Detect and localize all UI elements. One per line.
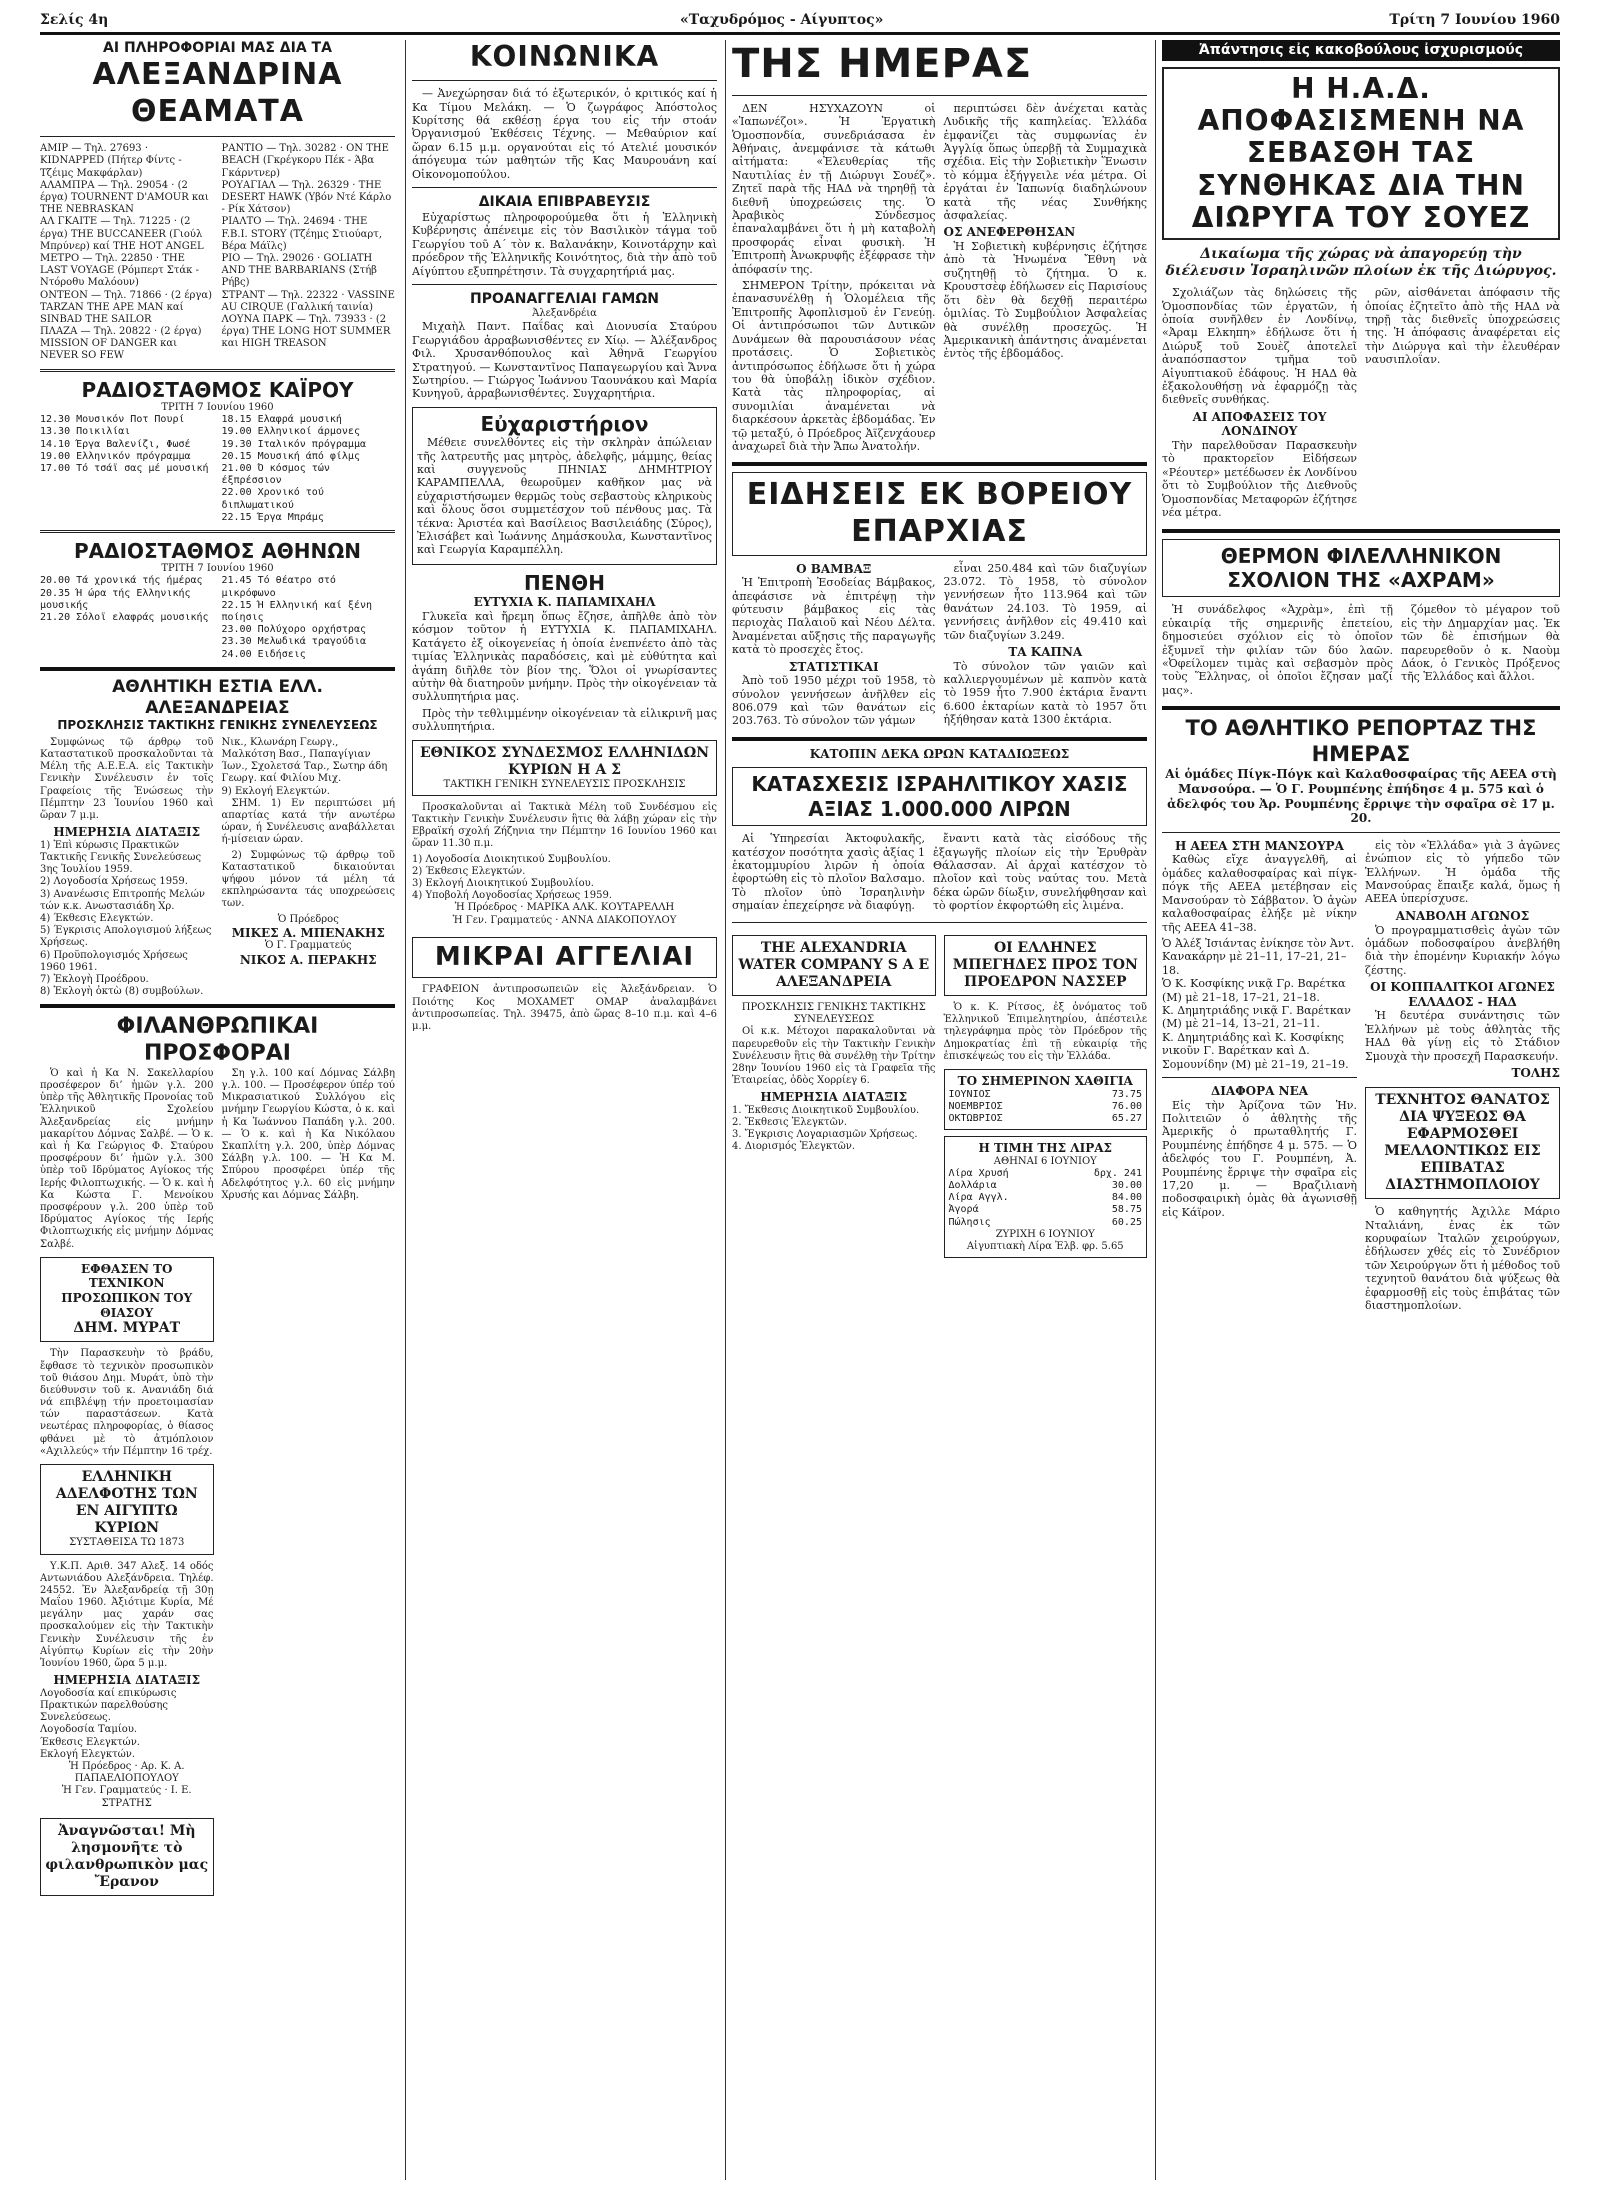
- pound-value: 60.25: [1111, 1216, 1142, 1228]
- engagements-body: Μιχαὴλ Παντ. Παΐδας καὶ Διονυσία Σταύρου Γεωργιάδου ἀρραβωνισθέντες εν Χίῳ. — Ἀλέξανδρος Φιλ. Χρυσανθόπουλος καὶ Ἀθηνᾶ Γεωργίου Στρατηγού. — Κωνσταντῖνος Παπαγεωργίου καὶ Ἄννα Σωτηρίου. — Γιώργος Ἰωάννου Ταουνάκου καὶ Μαρία Κυνηγοῦ, ἀρραβωνισθέντες. Συγχαρητήρια.: [412, 320, 717, 401]
- sports-section-body: εἰς τὸν «Ἑλλάδα» γιὰ 3 ἀγῶνες ἐνώπιον εἰς τὸ γήπεδο τῶν Ἑλλήνων. Ἡ ὁμάδα τῆς Μανσούρας ἔπαιξε καλά, ὅμως ἡ ΑΕΕΑ ὑπερίσχυσε.: [1365, 838, 1560, 906]
- murat-kicker: ΕΦΘΑΣΕΝ ΤΟ ΤΕΧΝΙΚΟΝ ΠΡΟΣΩΠΙΚΟΝ ΤΟΥ ΘΙΑΣΟΥ: [61, 1261, 193, 1320]
- radio-slot: 21.45 Τό θέατρο στό μικρόφωνο: [221, 575, 336, 599]
- cinema-entry: ΡΙΑΛΤΟ — Τηλ. 24694 · THE F.B.I. STORY (Τζέημς Στιούαρτ, Βέρα Μάϊλς): [221, 216, 383, 252]
- signer-name: Ἡ Πρόεδρος · Αρ. Κ. Α. ΠΑΠΑΕΛΙΟΠΟΥΛΟΥ: [68, 1760, 185, 1785]
- cinema-entry: ΑΜΙΡ — Τηλ. 27693 · KIDNAPPED (Πήτερ Φίντς - Τζέιμς Μακφάρλαν): [40, 143, 182, 179]
- cotton-price-row: [949, 1089, 1143, 1101]
- agenda-title: ΗΜΕΡΗΣΙΑ ΔΙΑΤΑΞΙΣ: [53, 1673, 201, 1688]
- pound-label: Λίρα Χρυσή: [948, 1167, 1009, 1179]
- death-body: Ὁ καθηγητής Ἀχιλλε Μάριο Νταλιάνη, ἐνας ἐκ τῶν κορυφαίων Ἰταλῶν χειρούργων, ἐδήλωσεν χθές εἰς τὸ Συνέδριον τῶν Χειρούργων ὅτι ἡ μέθοδος τοῦ τεχνητοῦ θανάτου διὰ ψύξεως θὰ ἐφαρμοσθῇ εἰς τοὺς ἐπιβάτας τῶν διαστημοπλοίων.: [1365, 1205, 1560, 1312]
- radio-slot: 20.15 Μουσική άπό φίλμς: [221, 450, 360, 462]
- ethnikos-body: Προσκαλοῦνται αἱ Τακτικὰ Μέλη τοῦ Συνδέσμου εἰς Τακτικὴν Γενικὴν Συνέλευσιν ἣτις θὰ λάβῃ χώραν εἰς τὴν Εβραϊκή σχολή Ζήζηνια την Πέμπτην 16 Ιουνίου 1960 και ὥραν 11.30 π.μ.: [412, 801, 717, 850]
- cinema-listings: [40, 143, 395, 362]
- theaters-title: ΑΛΕΞΑΝΔΡΙΝΑ ΘΕΑΜΑΤΑ: [92, 57, 343, 129]
- sports-result: Ὁ Ἀλέξ Ἰσιάντας ἐνίκησε τὸν Ἀντ. Κανακάρην μὲ 21–11, 17–21, 21–18.: [1162, 936, 1355, 977]
- signer-name: Ἡ Πρόεδρος · ΜΑΡΙΚΑ ΑΛΚ. ΚΟΥΤΑΡΕΛΛΗ: [454, 902, 675, 914]
- newspaper-name: «Ταχυδρόμος - Αίγυπτος»: [680, 12, 884, 28]
- misc-news-body: Εἰς τὴν Ἀρίζονα τῶν Ἡν. Πολιτειῶν ὁ ἀθλητὴς τῆς Ἀμερικῆς ὁ πρωταθλητής Γ. Ρουμπένης ἐπήδησε 4 μ. 575. — Ὁ ἀδελφός του Γ. Ρουμπένη, Ἀ. Ρουμπένης ἔρριψε τὴν σφαῖρα εἰς 17,20 μ. — Βραζιλιανὴ ποδοσφαιρικὴ ὁμὰς θὰ ἀγωνισθῇ εἰς Κάϊρον.: [1162, 1098, 1357, 1219]
- epi-body: Ἡ Σοβιετικὴ κυβέρνησις ἐζήτησε ἀπὸ τὰ Ἡνωμένα Ἔθνη νὰ συζητηθῇ τὸ ζήτημα. Ὁ κ. Κρουστσὲφ ἐδήλωσεν εἰς Παρισίους ὅτι δὲν θὰ δεχθῇ περαιτέρω ὁμιλίας. Τὸ Συμβούλιον Ἀσφαλείας θὰ συνέλθῃ προσεχῶς. Ἡ Ἀμερικανικὴ ἀπάντησις ἀναμένεται ἐντὸς τῆς ἑβδομάδος.: [943, 240, 1147, 361]
- seizure-kicker: ΚΑΤΟΠΙΝ ΔΕΚΑ ΩΡΩΝ ΚΑΤΑΔΙΩΞΕΩΣ: [809, 746, 1070, 761]
- radio-cairo-date: ΤΡΙΤΗ 7 Ιουνίου 1960: [161, 402, 274, 414]
- justice-title: ΔΙΚΑΙΑ ΕΠΙΒΡΑΒΕΥΣΙΣ: [478, 194, 651, 210]
- column-entertainment: [40, 40, 395, 2180]
- cotton-month: ΟΚΤΩΒΡΙΟΣ: [948, 1112, 1003, 1124]
- radio-slot: 21.20 Σόλοϊ ελαφράς μουσικής: [40, 612, 209, 624]
- agenda-item: 2) Λογοδοσία Χρήσεως 1959.: [40, 876, 188, 888]
- seizure-title: ΚΑΤΑΣΧΕΣΙΣ ΙΣΡΑΗΛΙΤΙΚΟΥ ΧΑΣΙΣ ΑΞΙΑΣ 1.000.000 ΛΙΡΩΝ: [751, 772, 1128, 821]
- death-title: ΤΕΧΝΗΤΟΣ ΘΑΝΑΤΟΣ ΔΙΑ ΨΥΞΕΩΣ ΘΑ ΕΦΑΡΜΟΣΘΕΙ ΜΕΛΛΟΝΤΙΚΩΣ ΕΙΣ ΕΠΙΒΑΤΑΣ ΔΙΑΣΤΗΜΟΠΛΟΙΟΥ: [1375, 1091, 1550, 1194]
- brotherhood-subtitle: ΣΥΣΤΑΘΕΙΣΑ ΤΩ 1873: [69, 1537, 185, 1549]
- agenda-item: Έκθεσις Ελεγκτών.: [40, 1736, 140, 1748]
- radio-slot: 22.15 Έργα Μπράμς: [221, 511, 324, 523]
- cotton-section-title: Ο ΒΑΜΒΑΞ: [796, 561, 872, 576]
- column-news: [732, 40, 1147, 2180]
- agenda-item: 1. Ἔκθεσις Διοικητικοῦ Συμβουλίου.: [732, 1104, 920, 1116]
- agenda-item: 7) Ἐκλογὴ Προέδρου.: [40, 973, 149, 985]
- sports-section-body: Ὁ προγραμματισθεὶς ἀγὼν τῶν ὁμάδων ποδοσφαίρου ἀνεβλήθη διὰ τὴν ἐπομένην Κυριακήν λόγω ζέστης.: [1365, 923, 1560, 977]
- column-rule: [405, 40, 406, 2180]
- social-body: — Ἀνεχώρησαν διά τό ἐξωτερικόν, ὁ κριτικός καί ἡ Κα Τίμου Μελάκη. — Ὁ ζωγράφος Ἀπόστολος Κυρίτσης θά εκθέσῃ έργα του εἰς τήν στοάν Ὀργανισμού Ἐκθέσεις Τέχνης. — Μεθαύριον καί ὥραν 6.15 μ.μ. οργανούται εἰς τό Ατελιέ μουσικόν άπόγευμα τών μαθητών τῆς Κας Μαυρουάνη καί Οἰκονομοπούλου.: [412, 87, 717, 181]
- pound-date: ΖΥΡΙΧΗ 6 ΙΟΥΝΙΟΥ: [995, 1228, 1095, 1240]
- signer-role: Ὁ Γ. Γραμματεύς: [264, 940, 352, 952]
- stats-title: ΣΤΑΤΙΣΤΙΚΑΙ: [788, 659, 879, 674]
- radio-slot: 19.00 Ελληνικοί άρμονες: [221, 426, 360, 438]
- radio-slot: 20.00 Τά χρονικά τής ήμέρας: [40, 575, 203, 587]
- thanks-title: Εὐχαριστήριον: [480, 411, 649, 436]
- signer-name: ΜΙΚΕΣ Α. ΜΠΕΝΑΚΗΣ: [231, 925, 385, 940]
- radio-slot: 19.30 Ιταλικόν πρόγραμμα: [221, 438, 366, 450]
- epi-title: ΟΣ ΑΝΕΦΕΡΘΗΣΑΝ: [943, 225, 1076, 240]
- radio-slot: 13.30 Ποικιλίαι: [40, 426, 131, 438]
- buyers-body: Ὁ κ. Κ. Ρίτσος, ἐξ ὀνόματος τοῦ Ἑλληνικοῦ Ἐπιμελητηρίου, ἀπέστειλε τηλεγράφημα πρὸς τὸν Πρόεδρον τῆς Δημοκρατίας ἐπὶ τῇ εὐκαιρίᾳ τῆς ἐπισκέψεώς του εἰς τὴν Ἑλλάδα.: [943, 1001, 1147, 1062]
- column-politics-sports: [1162, 40, 1560, 2180]
- theaters-kicker: ΑΙ ΠΛΗΡΟΦΟΡΙΑΙ ΜΑΣ ΔΙΑ ΤΑ: [103, 40, 332, 56]
- provinces-text: Ἡ Ἐπιτροπὴ Ἐσοδείας Βάμβακος, ἀπεφάσισε νὰ ἐπιτρέψῃ τὴν φύτευσιν βάμβακος εἰς τὰς περιοχὰς Παλαιοῦ καὶ Νέου Δέλτα. Ἀναμένεται αὔξησις τῆς παραγωγῆς κατὰ τὸ προσεχὲς ἔτος.: [732, 576, 936, 657]
- issue-date: Τρίτη 7 Ιουνίου 1960: [1389, 12, 1560, 28]
- murat-body: Τὴν Παρασκευὴν τὸ βράδυ, ἔφθασε τὸ τεχνικὸν προσωπικὸν τοῦ θιάσου Δημ. Μυράτ, ὑπὸ τὴν διεύθυνσιν τοῦ κ. Ανανιάδη διά νά επιβλέψῃ τήν προετοιμασίαν τών παραστάσεων. Κατὰ νεωτέρας πληροφορίας, ὁ θίασος φθάνει μὲ τὸ ἀτμόπλοιον «Αχιλλεύς» τήν Πέμπτην 16 τρέχ.: [40, 1348, 214, 1457]
- sports-result: Ὁ Κ. Κοσφίκης νικᾷ Γρ. Βαρέτκα (Μ) μὲ 21–18, 17–21, 21–18.: [1162, 977, 1346, 1004]
- athletic-title: ΑΘΛΗΤΙΚΗ ΕΣΤΙΑ ΕΛΛ. ΑΛΕΞΑΝΔΡΕΙΑΣ: [112, 676, 323, 718]
- day-title: ΤΗΣ ΗΜΕΡΑΣ: [732, 41, 1033, 87]
- sports-section-title: ΟΙ ΚΟΠΠΑΛΙΤΚΟΙ ΑΓΩΝΕΣ ΕΛΛΑΔΟΣ - ΗΑΔ: [1370, 980, 1555, 1009]
- agenda-item: 3. Ἔγκρισις Λογαριασμῶν Χρήσεως.: [732, 1129, 918, 1141]
- radio-slot: 23.30 Μελωδικά τραγούδια: [221, 636, 366, 648]
- agenda-item: Νικ., Κλωνάρη Γεωργ., Μαλκότση Βασ., Παπαγίγιαν Ίων., Σχολετσά Ταρ., Σωτηρ άδη Γεωργ. καί Φιλίου Μιχ.: [221, 736, 388, 785]
- pound-label: Λίρα Αγγλ.: [948, 1192, 1009, 1204]
- cinema-entry: ΟΝΤΕΟΝ — Τηλ. 71866 · (2 έργα) TARZAN THE APE MAN καί SINBAD THE SAILOR: [40, 289, 213, 325]
- cotton-price: 65.27: [1111, 1112, 1142, 1124]
- cinema-entry: ΣΤΡΑΝΤ — Τηλ. 22322 · VASSINE AU CIRQUE (Γαλλική ταινία): [221, 289, 395, 313]
- cotton-price: 76.00: [1111, 1100, 1142, 1112]
- signer-name: ΝΙΚΟΣ Α. ΠΕΡΑΚΗΣ: [239, 952, 377, 967]
- radio-slot: 19.00 Ελληνικόν πρόγραμμα: [40, 450, 191, 462]
- radio-athens-date: ΤΡΙΤΗ 7 Ιουνίου 1960: [161, 563, 274, 575]
- pound-value: 84.00: [1111, 1192, 1142, 1204]
- murat-title: ΔΗΜ. ΜΥΡΑΤ: [73, 1320, 181, 1337]
- tobacco-title: ΤΑ ΚΑΠΝΑ: [1008, 644, 1083, 659]
- cotton-price-title: ΤΟ ΣΗΜΕΡΙΝΟΝ ΧΑΘΙΓΙΑ: [957, 1073, 1133, 1088]
- radio-athens-schedule: [40, 575, 395, 660]
- mourning-title: ΠΕΝΘΗ: [524, 570, 605, 595]
- cotton-month: ΝΟΕΜΒΡΙΟΣ: [948, 1100, 1003, 1112]
- agenda-item: Λογοδοσία Ταμίου.: [40, 1724, 138, 1736]
- page-number: Σελίς 4η: [40, 12, 109, 28]
- day-text: περιπτώσει δὲν ἀνέχεται κατὰς Λυδικῆς τῆς καπηλείας. Ἑλλάδα ἐμφανίζει τὰς συμφωνίας ἐν Ἀγγλίᾳ ὅπως ὑπερβῇ τὰ Συμμαχικὰ σχέδια. Εἰς τὴν Σοβιετικὴν Ἕνωσιν τὸ κόμμα ἐξήγγειλε νέα μέτρα. Οἱ ἐργάται ἐν Ἰαπωνίᾳ διαδηλώνουν κατὰ τῆς νέας Συνθήκης ἀσφαλείας.: [943, 101, 1147, 223]
- buyers-title: ΟΙ ΕΛΛΗΝΕΣ ΜΠΕΓΗΔΕΣ ΠΡΟΣ ΤΟΝ ΠΡΟΕΔΡΟΝ ΝΑΣΣΕΡ: [952, 939, 1138, 990]
- agenda-title: ΗΜΕΡΗΣΙΑ ΔΙΑΤΑΞΙΣ: [53, 825, 201, 840]
- main-headline: Η Η.Α.Δ. ΑΠΟΦΑΣΙΣΜΕΝΗ ΝΑ ΣΕΒΑΣΘΗ ΤΑΣ ΣΥΝΘΗΚΑΣ ΔΙΑ ΤΗΝ ΔΙΩΡΥΓΑ ΤΟΥ ΣΟΥΕΖ: [1191, 72, 1531, 234]
- agenda-item: 1) Ἐπὶ κύρωσις Πρακτικῶν Τακτικῆς Γενικῆς Συνελεύσεως 3ης Ἰουλίου 1959.: [40, 839, 202, 876]
- page-header: [40, 8, 1560, 35]
- hot-comment-text: ζόμεθον τὸ μέγαρον τοῦ εἰς τὴν Δημαρχίαν μας. Ἐκ τῶν δὲ ἐπισήμων θὰ παρευρεθοῦν ὁ κ. Ναοὺμ Δάοκ, ὁ Γενικὸς Πρόξενος τῆς Ἑλλάδος καὶ ἄλλοι.: [1401, 603, 1560, 684]
- cotton-price-row: [949, 1113, 1143, 1125]
- agenda-item: 1) Λογοδοσία Διοικητικού Συμβουλίου.: [412, 853, 611, 865]
- cinema-entry: ΡΑΝΤΙΟ — Τηλ. 30282 · ON THE BEACH (Γκρέγκορυ Πέκ - Άβα Γκάρντνερ): [221, 143, 389, 179]
- sports-section-body: Ἡ δευτέρα συνάντησις τῶν Ἑλλήνων μὲ τοὺς ἀθλητὰς τῆς ΗΑΔ θὰ γίνῃ εἰς τὸ Στάδιον Σμουχὰ τὴν προσεχῆ Παρασκευήν.: [1365, 1009, 1560, 1063]
- mourning-name: ΕΥΤΥΧΙΑ Κ. ΠΑΠΑΜΙΧΑΗΛ: [473, 595, 656, 610]
- column-rule: [725, 40, 726, 2180]
- agenda-item: 6) Προϋπολογισμός Χρήσεως 1960 1961.: [40, 949, 188, 973]
- charity-title: ΦΙΛΑΝΘΡΩΠΙΚΑΙ ΠΡΟΣΦΟΡΑΙ: [116, 1014, 319, 1067]
- agenda-item: 8) Ἐκλογὴ ὀκτὼ (8) συμβούλων.: [40, 986, 204, 998]
- water-company-title: THE ALEXANDRIA WATER COMPANY S A E ΑΛΕΞΑΝΔΡΕΙΑ: [738, 939, 930, 990]
- agenda-item: 5) Έγκρισις Απολογισμού λήξεως Χρήσεως.: [40, 925, 212, 949]
- radio-cairo-schedule: [40, 414, 395, 524]
- sports-title: ΤΟ ΑΘΛΗΤΙΚΟ ΡΕΠΟΡΤΑΖ ΤΗΣ ΗΜΕΡΑΣ: [1185, 716, 1537, 766]
- athletic-body: Συμφώνως τῷ άρθρῳ τοῦ Καταστατικοῦ προσκαλοῦνται τὰ Μέλη τῆς Α.Ε.Ε.Α. εἰς Τακτικὴν Γενικὴν Συνέλευσιν ἐν τοῖς Γραφείοις τῆς Ἑνώσεως τὴν Πέμπτην 23 Ἰουνίου 1960 καὶ ὥραν 7 μ.μ.: [40, 736, 214, 822]
- provinces-text: εἶναι 250.484 καὶ τῶν διαζυγίων 23.072. Τὸ 1958, τὸ σύνολον γεννήσεων ἦτο 113.964 καὶ τῶν θανάτων 24.103. Τὸ 1959, αἱ γεννήσεις ἀνῆλθον εἰς 49.410 καὶ τῶν διαζυγίων 3.249.: [943, 561, 1147, 642]
- cinema-entry: ΡΙΟ — Τηλ. 29026 · GOLIATH AND THE BARBARIANS (Στήβ Ρήβς): [221, 252, 377, 289]
- agenda-note: ΣΗΜ. 1) Εν περιπτώσει μή απαρτίας κατά τήν ανωτέρω ώραν, ή Συνέλευσις αναβάλλεται ή-μίσειαν ώραν.: [221, 797, 395, 846]
- cinema-entry: ΜΕΤΡΟ — Τηλ. 22850 · THE LAST VOYAGE (Ρόμπερτ Στάκ - Ντόροθυ Μαλόουν): [40, 252, 199, 289]
- hot-comment-text: Ἡ συνάδελφος «Ἀχρὰμ», ἐπὶ τῇ εὐκαιρίᾳ τῆς σημερινῆς ἐπετείου, δημοσιεύει σχόλιον εἰς τὸ ὁποῖον ἐξυμνεῖ τὴν φιλίαν τῶν δύο λαῶν. «Ὀφείλομεν τιμὰς καὶ σεβασμὸν πρὸς τοὺς Ἕλληνας, οἱ ὁποῖοι ἔζησαν μαζί μας».: [1162, 603, 1393, 697]
- pound-value: 58.75: [1111, 1204, 1142, 1216]
- seizure-text: Αἱ Ὑπηρεσίαι Ἀκτοφυλακῆς, κατέσχον ποσότητα χασὶς ἀξίας 1 ἑκατομμυρίου λιρῶν ἡ ὁποία ἐφορτώθη εἰς τὸ πλοῖον Βαλσαμο. Τὸ πλοῖον ὑπὸ Ἰσραηλινὴν σημαίαν ἐπεχείρησε νὰ διαφύγῃ.: [732, 832, 925, 913]
- classifieds-title: ΜΙΚΡΑΙ ΑΓΓΕΛΙΑΙ: [434, 941, 695, 972]
- day-text: ΔΕΝ ΗΣΥΧΑΖΟΥΝ οἱ «Ἱαπωνέζοι». Ἡ Ἐργατικὴ Ὁμοσπονδία, συνεδριάσασα ἐν Ἀθήναις, ἀνεμφάνισε τὰ κάτωθι αἰτήματα: «Ἐλευθερίας τῆς Ναυτιλίας ἐν τῇ Διώρυγι Σουέζ». Ζητεῖ παρὰ τῆς ΗΑΔ νὰ τηρηθῇ τὰ διεθνῆ ὑποχρεώσεις της. Ὁ Ἀραβικὸς Σύνδεσμος ἐπαναλαμβάνει ὅτι ἡ μὴ καταβολὴ προσφοράς εἶναι φυσικὴ. Ἡ Ἐπιτροπὴ Ἀνωκρυφῆς ἐξέφρασε τὴν ἀπόφασίν της.: [732, 101, 936, 276]
- cinema-entry: ΑΛ ΓΚΑΙΤΕ — Τηλ. 71225 · (2 έργα) THE BUCCANEER (Γιούλ Μπρύνερ) καί THE HOT ANGEL: [40, 216, 204, 252]
- provinces-title: ΕΙΔΗΣΕΙΣ ΕΚ ΒΟΡΕΙΟΥ ΕΠΑΡΧΙΑΣ: [746, 477, 1133, 549]
- stats-body: Ἀπὸ τοῦ 1950 μέχρι τοῦ 1958, τὸ σύνολον γεννήσεων ἀνῆλθεν εἰς 806.079 καὶ τῶν θανάτων εἰς 203.763. Τὸ σύνολον τῶν γάμων: [732, 674, 936, 728]
- hot-comment-title: ΘΕΡΜΟΝ ΦΙΛΕΛΛΗΝΙΚΟΝ ΣΧΟΛΙΟΝ ΤΗΣ «ΑΧΡΑΜ»: [1220, 543, 1502, 592]
- agenda-item: 3) Εκλογή Διοικητικού Συμβουλίου.: [412, 878, 594, 889]
- agenda-item: 4) Έκθεσις Ελεγκτών.: [40, 912, 154, 924]
- agenda-item: Εκλογή Ελεγκτών.: [40, 1748, 136, 1760]
- cotton-month: ΙΟΥΝΙΟΣ: [948, 1088, 991, 1100]
- thanks-body: Μέθειε συνελθόντες εἰς τὴν σκληρὰν ἀπώλειαν τῆς λατρευτῆς μας μητρὸς, ἀδελφῆς, μάμμης, θείας καὶ συγγενοῦς ΠΗΝΙΑΣ ΔΗΜΗΤΡΙΟΥ ΚΑΡΑΜΠΕΛΛΑ, θεωροῦμεν καθῆκον μας νὰ εὐχαριστήσωμεν θερμῶς τοὺς σεβαστοὺς κληρικοὺς καὶ ὅλους ὅσοι συμμετέσχον τοῦ πένθους μας. Τὰ τέκνα: Ἀριστέα καὶ Βασίλειος Βασιλειάδης (Σύρος), Ἐλισάβετ καὶ Ἰωάννης Δημάσκουλα, Κωνσταντῖνος καὶ Γεωργία Καραμπέλλη.: [417, 436, 712, 557]
- cotton-price: 73.75: [1111, 1088, 1142, 1100]
- agenda-item: 9) Εκλογή Ελεγκτών.: [221, 785, 330, 797]
- signer-name: Ἡ Γεν. Γραμματεύς · Ι. Ε. ΣΤΡΑΤΗΣ: [61, 1785, 192, 1809]
- agenda-item: 2. Ἔκθεσις Ἐλεγκτῶν.: [732, 1117, 847, 1129]
- social-title: ΚΟΙΝΩΝΙΚΑ: [469, 40, 660, 73]
- signer-name: Ἡ Γεν. Γραμματεύς · ΑΝΝΑ ΔΙΑΚΟΠΟΥΛΟΥ: [452, 914, 677, 926]
- cinema-entry: ΑΛΑΜΠΡΑ — Τηλ. 29054 · (2 έργα) TOURNENT D'AMOUR και THE NEBRASKAN: [40, 179, 209, 216]
- sports-section-title: ΑΝΑΒΟΛΗ ΑΓΩΝΟΣ: [1395, 908, 1530, 923]
- classifieds-body: ΓΡΑΦΕΙΟΝ ἀντιπροσωπειῶν εἰς Ἀλεξάνδρειαν. Ὁ Ποιότης Κος ΜΟΧΑΜΕΤ ΟΜΑΡ ἀναλαμβάνει ἀντιπροσωπείας. Τηλ. 39475, ἀπὸ ὥρας 8–10 π.μ. καὶ 4–6 μ.μ.: [412, 984, 717, 1033]
- pound-value: δρχ. 241: [1093, 1167, 1142, 1179]
- radio-slot: 24.00 Ειδήσεις: [221, 648, 306, 660]
- radio-slot: 22.00 Χρονικό τού διπλωματικού: [221, 487, 324, 511]
- radio-athens-title: ΡΑΔΙΟΣΤΑΘΜΟΣ ΑΘΗΝΩΝ: [73, 538, 362, 563]
- cinema-entry: ΛΟΥΝΑ ΠΑΡΚ — Τηλ. 73933 · (2 έργα) THE LONG HOT SUMMER και HIGH TREASON: [221, 313, 391, 350]
- agenda-item: Λογοδοσία καί επικύρωσις Πρακτικών παρελθούσης Συνελεύσεως.: [40, 1687, 177, 1724]
- charity-text: Ὁ καὶ ἡ Κα Ν. Σακελλαρίου προσέφερον δι’ ἡμῶν γ.λ. 200 ὑπὲρ τῆς Ἀθλητικῆς Προνοίας τοῦ Ἑλληνικοῦ Σχολείου Ἀλεξανδρείας εἰς μνήμην μακαρίτου Δόμνας Σαλβέ. — Ὁ κ. καὶ ἡ Κα Γεώργιος Φ. Σταύρου προσφέρουν δι’ ἡμῶν γ.λ. 300 ὑπὲρ τοῦ Ιδρύματος Αγίοκος τής Ιερής Φιλοπτωχικής. — Ὁ κ. καὶ ἡ Κα Κώστα Γ. Μενοίκου προσφέρουν γ.λ. 200 ὑπὲρ τοῦ Ιδρύματος Αγίοκος τής Ιερής Φιλοπτωχικής εἰς μνήμην Δόμνας Σαλβέ.: [40, 1067, 214, 1250]
- charity-reminder: Ἀναγνῶσται! Μὴ λησμονῆτε τὸ φιλανθρωπικὸν μας Ἔρανον: [40, 1818, 214, 1896]
- cinema-entry: ΡΟΥΑΓΙΑΛ — Τηλ. 26329 · THE DESERT HAWK (Υβόν Ντέ Κάρλο - Ρίκ Χάτσον): [221, 179, 392, 216]
- sports-section-title: Η ΑΕΕΑ ΣΤΗ ΜΑΝΣΟΥΡΑ: [1175, 838, 1344, 853]
- answer-title: Ἀπάντησις εἰς κακοβούλους ἰσχυρισμούς: [1162, 40, 1560, 61]
- ethnikos-title: ΕΘΝΙΚΟΣ ΣΥΝΔΕΣΜΟΣ ΕΛΛΗΝΙΔΩΝ ΚΥΡΙΩΝ Η Α Σ: [419, 744, 710, 778]
- murat-box: [40, 1257, 214, 1343]
- radio-slot: 18.15 Ελαφρά μουσική: [221, 414, 342, 426]
- charity-text: Ση γ.λ. 100 καί Δόμνας Σάλβη γ.λ. 100. — Προσέφερον ύπέρ τού Μικρασιατικού Συλλόγου εἰς μνήμην Γεωργίου Κώστα, ὁ κ. καὶ ἡ Κα Ἰωάννου Παπάδη γ.λ. 200. — Ὁ κ. καὶ ἡ Κα Νικόλαου Σκαπλίτη γ.λ. 200, ὑπὲρ Δόμνας Σάλβη γ.λ. 100. — Ἡ Κα Μ. Σπύρου προσφέρει ὑπέρ τῆς Αδελφότητος γ.λ. 60 εἰς μνήμην Χρυσής και Δόμνας Σάλβη.: [221, 1067, 395, 1201]
- engagements-title: ΠΡΟΑΝΑΓΓΕΛΙΑΙ ΓΑΜΩΝ: [470, 291, 659, 308]
- mourning-body: Γλυκεῖα καὶ ἤρεμη ὅπως ἔζησε, ἀπῆλθε ἀπὸ τὸν κόσμον τοῦτον ἡ ΕΥΤΥΧΙΑ Κ. ΠΑΠΑΜΙΧΑΗΛ. Κατάγετο ἐξ οἰκογενείας ἡ ὁποία ἐνεπνέετο ἀπὸ τὰς τιμίας Ἑλληνικὰς παραδόσεις, καὶ μὲ εὐθύτητα καὶ ἀγάπη διῆλθε τὸν βίον της. Ὅλοι οἱ γνωρίσαντες αὐτὴν θὰ διατηροῦν μνήμην. Πρὸς τὴν οἰκογένειαν τὰ συλλυπητήρια μας.: [412, 609, 717, 704]
- cotton-price-row: [949, 1101, 1143, 1113]
- seizure-text: ἔναντι κατὰ τὰς εἰσόδους τῆς ἐξαγωγῆς πλοίων εἰς τὴν Ἐρυθρὰν Θάλασσαν. Αἱ ἀρχαὶ κατέσχον τὸ πλοῖον καὶ τοὺς ναύτας του. Μετὰ δέκα ὡρῶν δίωξιν, συνελήφθησαν καὶ τὸ φορτίον ἐκφορτώθη εἰς λιμένα.: [932, 832, 1147, 913]
- london-title: ΑΙ ΑΠΟΦΑΣΕΙΣ ΤΟΥ ΛΟΝΔΙΝΟΥ: [1192, 409, 1327, 439]
- brotherhood-body: Υ.Κ.Π. Αριθ. 347 Αλεξ. 14 οδός Αντωνιάδου Αλεξάνδρεια. Τηλέφ. 24552. Ἐν Ἀλεξανδρείᾳ τῇ 30ῃ Μαΐου 1960. Ἀξιότιμε Κυρία, Μέ μεγάλην μας χαράν σας προσκαλούμεν εἰς τὴν Τακτικὴν Γενικὴν Συνέλευσιν τῆς ἐν Αἰγύπτῳ Κυρίων εἰς τὴν 20ὴν Ἰουνίου 1960, ὥρα 5 μ.μ.: [40, 1560, 214, 1669]
- radio-slot: 17.00 Τό τσάϊ σας μέ μουσική: [40, 462, 209, 474]
- justice-body: Εὐχαρίστως πληροφορούμεθα ὅτι ἡ Ἑλληνικὴ Κυβέρνησις ἀπένειμε εἰς τὸν Βασιλικὸν τάγμα τοῦ Γεωργίου τοῦ Α΄ τὸν κ. Βαλανάκην, Κοινοτάρχην καὶ πρόεδρον τῆς Ἑλληνικῆς Κοινότητος, διὰ τὴν ἀπὸ τοῦ Αίγύπτου εξυπηρέτησιν. Τὰ συγχαρητήριά μας.: [412, 211, 717, 278]
- signer-role: Ὁ Πρόεδρος: [277, 913, 339, 925]
- column-rule: [1155, 40, 1156, 2180]
- pound-footer: Αἰγυπτιακὴ Λίρα Ἐλβ. φρ. 5.65: [966, 1241, 1124, 1252]
- brotherhood-title: ΕΛΛΗΝΙΚΗ ΑΔΕΛΦΟΤΗΣ ΤΩΝ ΕΝ ΑΙΓΥΠΤΩ ΚΥΡΙΩΝ: [55, 1469, 198, 1537]
- engagements-subtitle: Ἀλεξανδρέια: [532, 308, 597, 320]
- misc-news-title: ΔΙΑΦΟΡΑ ΝΕΑ: [1210, 1083, 1309, 1098]
- agenda-title: ΗΜΕΡΗΣΙΑ ΔΙΑΤΑΞΙΣ: [760, 1090, 908, 1105]
- agenda-item: 3) Ανανέωσις Επιτροπής Μελών τών κ.κ. Ανωστασιάδη Χρ.: [40, 888, 205, 912]
- mourning-note: Πρὸς τὴν τεθλιμμένην οἰκογένειαν τὰ εἰλικρινῆ μας συλλυπητήρια.: [412, 706, 717, 734]
- radio-slot: 23.00 Πολύχορο ορχήστρας: [221, 624, 366, 636]
- pound-label: Δολλάρια: [948, 1180, 997, 1192]
- pound-title: Η ΤΙΜΗ ΤΗΣ ΛΙΡΑΣ: [978, 1141, 1113, 1156]
- sports-author: ΤΟΛΗΣ: [1511, 1066, 1560, 1081]
- agenda-item: 4) Υποβολή Λογοδοσίας Χρήσεως 1959.: [412, 890, 613, 902]
- pound-value: 30.00: [1111, 1180, 1142, 1192]
- ethnikos-subtitle: ΤΑΚΤΙΚΗ ΓΕΝΙΚΗ ΣΥΝΕΛΕΥΣΙΣ ΠΡΟΣΚΛΗΣΙΣ: [443, 778, 686, 790]
- sports-subtitle: Αἱ ὁμάδες Πίγκ-Πόγκ καὶ Καλαθοσφαίρας τῆς ΑΕΕΑ στὴ Μανσούρα. — Ὁ Γ. Ρουμπένης ἐπήδησε 4 μ. 575 καὶ ὁ ἀδελφός του Ἀρ. Ρουμπένης ἔρριψε τὴν σφαῖρα σὲ 17 μ. 20.: [1165, 767, 1557, 826]
- main-text: Σχολιάζων τὰς δηλώσεις τῆς Ὁμοσπονδίας τῶν ἐργατῶν, ἡ ὁποία συνῆλθεν ἐν Λονδίνῳ, «Ἀραμ Ελκηπη» ἐδήλωσε ὅτι ἡ Διώρυξ τοῦ Σουὲζ ἀποτελεῖ ἀναπόσπαστον τμῆμα τοῦ Αἰγυπτιακοῦ ἐδάφους. Ἡ ΗΑΔ θὰ ἐξακολουθήσῃ νὰ ἐφαρμόζῃ τὰς διεθνεῖς συνθήκας.: [1162, 286, 1357, 407]
- radio-slot: 21.00 Ό κόσμος τών έξπρέσσιον: [221, 462, 330, 487]
- radio-slot: 22.15 Ή Ελληνική καί ξένη ποίησις: [221, 599, 373, 624]
- water-company-body: Οἱ κ.κ. Μέτοχοι παρακαλοῦνται νὰ παρευρεθοῦν εἰς τὴν Τακτικὴν Γενικὴν Συνέλευσιν ἣτις θὰ συνέλθῃ τὴν Τρίτην 28ην Ἰουνίου 1960 εἰς τὰ Γραφεῖα τῆς Ἑταιρείας, ὁδὸς Χορρίεγ 6.: [732, 1026, 936, 1087]
- agenda-note: 2) Συμφώνως τῷ άρθρῳ τοῦ Καταστατικοῦ δικαιούνται ψήφου μόνον τά μέλη τά εκπληρώσαντα τάς υποχρεώσεις των.: [221, 849, 395, 910]
- radio-slot: 12.30 Μουσικόν Ποτ Πουρί: [40, 414, 185, 426]
- sports-result: Κ. Δημητριάδης καὶ Κ. Κοσφίκης νικοῦν Γ. Βαρέτκαν καὶ Δ. Σομουνίδην (Μ) μὲ 21–19, 21–19.: [1162, 1030, 1349, 1071]
- radio-slot: 14.10 Έργα Βαλενίζι, Φωσέ: [40, 438, 191, 450]
- athletic-subtitle: ΠΡΟΣΚΛΗΣΙΣ ΤΑΚΤΙΚΗΣ ΓΕΝΙΚΗΣ ΣΥΝΕΛΕΥΣΕΩΣ: [57, 718, 378, 733]
- tobacco-body: Τὸ σύνολον τῶν γαιῶν καὶ καλλιεργουμένων μὲ καπνὸν κατὰ τὸ 1959 ἦτο 7.900 ἐκτάρια ἔναντι 6.600 ἐκταρίων κατὰ τὸ 1957 ὅτι ἠξήθησαν κατὰ 1300 ἐκτάρια.: [943, 659, 1147, 727]
- agenda-item: 2) Έκθεσις Ελεγκτών.: [412, 865, 526, 877]
- water-company-subtitle: ΠΡΟΣΚΛΗΣΙΣ ΓΕΝΙΚΗΣ ΤΑΚΤΙΚΗΣ ΣΥΝΕΛΕΥΣΕΩΣ: [741, 1001, 926, 1026]
- london-body: Τὴν παρελθοῦσαν Παρασκευὴν τὸ πρακτορεῖον Εἰδήσεων «Ρέουτερ» μετέδωσεν ἐκ Λονδίνου ὅτι τὸ Συμβούλιον τῆς Διεθνοῦς Ὁμοσπονδίας Μεταφορῶν ἐζήτησε νέα μέτρα.: [1162, 439, 1357, 520]
- pound-label: Πώλησις: [948, 1216, 991, 1228]
- main-text: ρῶν, αἰσθάνεται ἀπόφασιν τῆς ὁποίας ἐζητεῖτο ἀπὸ τῆς ΗΑΔ νὰ τηρῇ τὰς διεθνεῖς ὑποχρεώσεις της. Ἡ ἀπόφασις ἀναφέρεται εἰς τὴν Διώρυγα καὶ τὴν ἐλευθέραν ναυσιπλοΐαν.: [1365, 286, 1560, 367]
- pound-label: Ἀγορά: [948, 1204, 979, 1216]
- sports-result: Κ. Δημητριάδης νικᾷ Γ. Βαρέτκαν (Μ) μὲ 21–14, 13–21, 21–11.: [1162, 1003, 1351, 1031]
- sports-section-body: Καθὼς εἴχε ἀναγγελθῆ, αἱ ὁμάδες καλαθοσφαίρας καὶ πίγκ-πόγκ τῆς ΑΕΕΑ μετέβησαν εἰς Μανσούραν τὸ Σάββατον. Ὁ ἀγὼν καλαθοσφαίρας ἐλήξε μὲ νίκην τῆς ΑΕΕΑ 41–38.: [1162, 853, 1357, 934]
- pound-date: ΑΘΗΝΑΙ 6 ΙΟΥΝΙΟΥ: [993, 1155, 1097, 1167]
- day-text-2: ΣΗΜΕΡΟΝ Τρίτην, πρόκειται νὰ ἐπανασυνέλθῃ ἡ Ὁλομέλεια τῆς Ἐπιτροπῆς Ἀφοπλισμοῦ ἐν Γενεύῃ. Οἱ ἀντιπρόσωποι τῶν Δυτικῶν Δυνάμεων θὰ παρουσιάσουν νέας προτάσεις. Ὁ Σοβιετικὸς ἀντιπρόσωπος ἐδήλωσε ὅτι ἡ χώρα του θὰ ὑποβάλῃ ἰδικὸν σχέδιον. Κατὰ τὰς πληροφορίας, αἱ συνομιλίαι ἀναμένεται νὰ διαρκέσουν ἀρκετὰς ἑβδομάδας. Ἐν τῷ μεταξύ, ὁ Πρόεδρος Ἀϊζενχάουερ ἀναχωρεῖ διὰ τὴν Ἄπω Ἀνατολήν.: [732, 279, 936, 453]
- main-subheadline: Δικαίωμα τῆς χώρας νὰ ἀπαγορεύῃ τὴν διέλευσιν Ἰσραηλινῶν πλοίων ἐκ τῆς Διώρυγος.: [1165, 246, 1557, 280]
- radio-cairo-title: ΡΑΔΙΟΣΤΑΘΜΟΣ ΚΑΪΡΟΥ: [81, 377, 354, 402]
- cinema-entry: ΠΛΑΖΑ — Τηλ. 20822 · (2 έργα) MISSION OF DANGER και NEVER SO FEW: [40, 326, 202, 362]
- column-social: [412, 40, 717, 2180]
- radio-slot: 20.35 Ή ώρα τής Ελληνικής μουσικής: [40, 587, 191, 611]
- brotherhood-box: [40, 1464, 214, 1555]
- agenda-item: 4. Διορισμός Ἐλεγκτῶν.: [732, 1141, 856, 1153]
